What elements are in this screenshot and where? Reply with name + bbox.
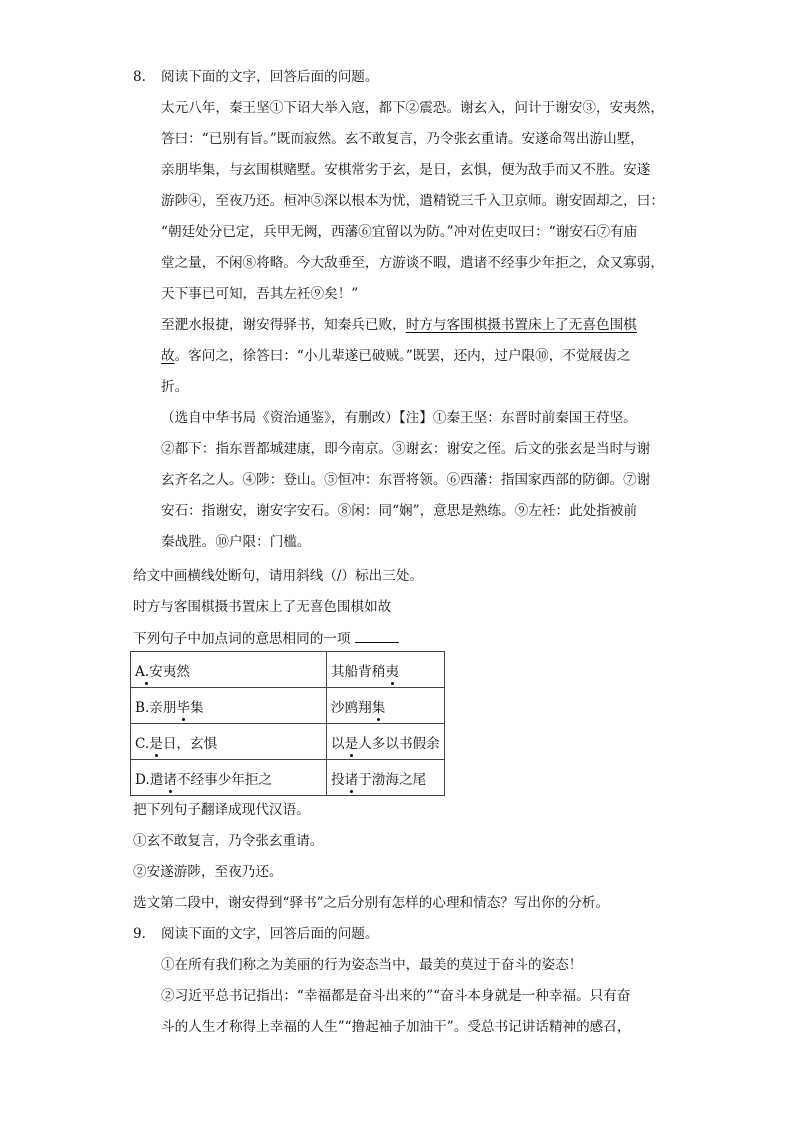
subquestion-3-item-1: ①玄不敢复言，乃令张玄重请。 [133,833,324,849]
option-a-left [131,652,327,688]
q9-line-3: 斗的人生才称得上幸福的人生”“撸起袖子加油干”。受总书记讲话精神的感召， [161,1019,631,1035]
notes-line-4: 安石：指谢安，谢安字安石。⑧闲：同“娴”，意思是熟练。⑨左衽：此处指被前 [161,503,638,519]
subquestion-4-prompt: 选文第二段中，谢安得到“驿书”之后分别有怎样的心理和情态？写出你的分析。 [133,895,610,911]
table-row [131,760,445,796]
option-b-right [327,688,445,724]
question-9-number: 9. [133,926,146,942]
option-d-right-text: 投诸于渤海之尾 [331,771,427,788]
emphasis-dot-char: 诸 [163,771,177,788]
emphasis-dot-char: 是 [344,735,359,752]
passage-p2-text-a: 至淝水报捷，谢安得驿书，知秦兵已败， [161,317,406,333]
question-8-prompt: 阅读下面的文字，回答后面的问题。 [161,69,379,85]
passage-p2-line-3: 折。 [161,379,189,395]
option-d-left [131,760,327,796]
subquestion-2-line [133,628,399,649]
subquestion-2-prompt: 下列句子中加点词的意思相同的一项 [133,631,351,647]
passage-line-5: “朝廷处分已定，兵甲无阙，西藩⑥宜留以为防。”冲对佐吏叹曰：“谢安石⑦有庙 [161,224,638,240]
option-b-left-text: B.亲朋毕集 [135,699,204,716]
option-c-left [131,724,327,760]
table-row [131,724,445,760]
option-d-left-text: D.遣诸不经事少年拒之 [135,771,273,788]
notes-line-5: 秦战胜。⑩户限：门槛。 [161,534,311,550]
q9-line-2: ②习近平总书记指出：“幸福都是奋斗出来的”“奋斗本身就是一种幸福。只有奋 [161,988,631,1004]
subquestion-3-item-2: ②安遂游陟，至夜乃还。 [133,864,283,880]
passage-p2-line-2 [161,346,630,366]
q9-line-1: ①在所有我们称之为美丽的行为姿态当中，最美的莫过于奋斗的姿态！ [161,957,583,973]
option-a-left-text: A.安夷然 [135,663,190,680]
question-9-prompt: 阅读下面的文字，回答后面的问题。 [161,926,379,942]
passage-line-3: 亲朋毕集，与玄围棋赌墅。安棋常劣于玄，是日，玄惧，便为敌手而又不胜。安遂 [161,162,651,178]
passage-line-2: 答曰：“已别有旨。”既而寂然。玄不敢复言，乃令张玄重请。安遂命驾出游山墅， [161,131,644,147]
passage-p2-line-1 [161,315,637,335]
option-a-right-text: 其船背稍夷 [331,663,399,680]
option-d-right [327,760,445,796]
passage-line-4: 游陟④，至夜乃还。桓冲⑤深以根本为忧，遣精锐三千入卫京师。谢安固却之，曰： [161,193,664,209]
notes-line-2: ②都下：指东晋都城建康，即今南京。③谢玄：谢安之侄。后文的张玄是当时与谢 [161,441,651,457]
underlined-sentence-part-1: 时方与客围棋摄书置床上了无喜色围棋 [405,317,637,333]
emphasis-dot-char: 毕 [176,699,191,716]
table-row [131,652,445,688]
subquestion-3-prompt: 把下列句子翻译成现代汉语。 [133,802,310,818]
option-c-right-text: 以是人多以书假余 [331,735,440,752]
option-b-left [131,688,327,724]
passage-p2-text-b: 。客问之，徐答曰：“小儿辈遂已破贼。”既罢，还内，过户限⑩，不觉屐齿之 [174,348,631,364]
subquestion-1-sentence: 时方与客围棋摄书置床上了无喜色围棋如故 [133,599,392,615]
options-table [130,651,445,796]
answer-blank[interactable] [355,628,399,643]
emphasis-dot-char: 夷 [385,663,399,680]
option-a-right [327,652,445,688]
passage-line-7: 天下事已可知，吾其左衽⑨矣！” [161,286,359,302]
passage-line-1: 太元八年，秦王坚①下诏大举入寇，都下②震恐。谢玄入，问计于谢安③，安夷然， [161,100,664,116]
emphasis-dot-char: . [144,663,150,680]
underlined-sentence-part-2: 故 [161,348,175,364]
passage-line-6: 堂之量，不闲⑧将略。今大敌垂至，方游谈不暇，遣诸不经事少年拒之，众又寡弱， [161,255,664,271]
emphasis-dot-char: 诸 [344,771,359,788]
table-row [131,688,445,724]
emphasis-dot-char: 集 [371,699,386,716]
question-8-number: 8. [133,69,146,85]
notes-line-1: （选自中华书局《资治通鉴》，有删改）【注】①秦王坚：东晋时前秦国王苻坚。 [161,410,637,426]
notes-line-3: 玄齐名之人。④陟：登山。⑤恒冲：东晋将领。⑥西藩：指国家西部的防御。⑦谢 [161,472,651,488]
emphasis-dot-char: 是 [149,735,163,752]
option-c-right [327,724,445,760]
option-c-left-text: C.是日，玄惧 [135,735,218,752]
subquestion-1-prompt: 给文中画横线处断句，请用斜线（/）标出三处。 [133,568,424,584]
option-b-right-text: 沙鸥翔集 [331,699,386,716]
